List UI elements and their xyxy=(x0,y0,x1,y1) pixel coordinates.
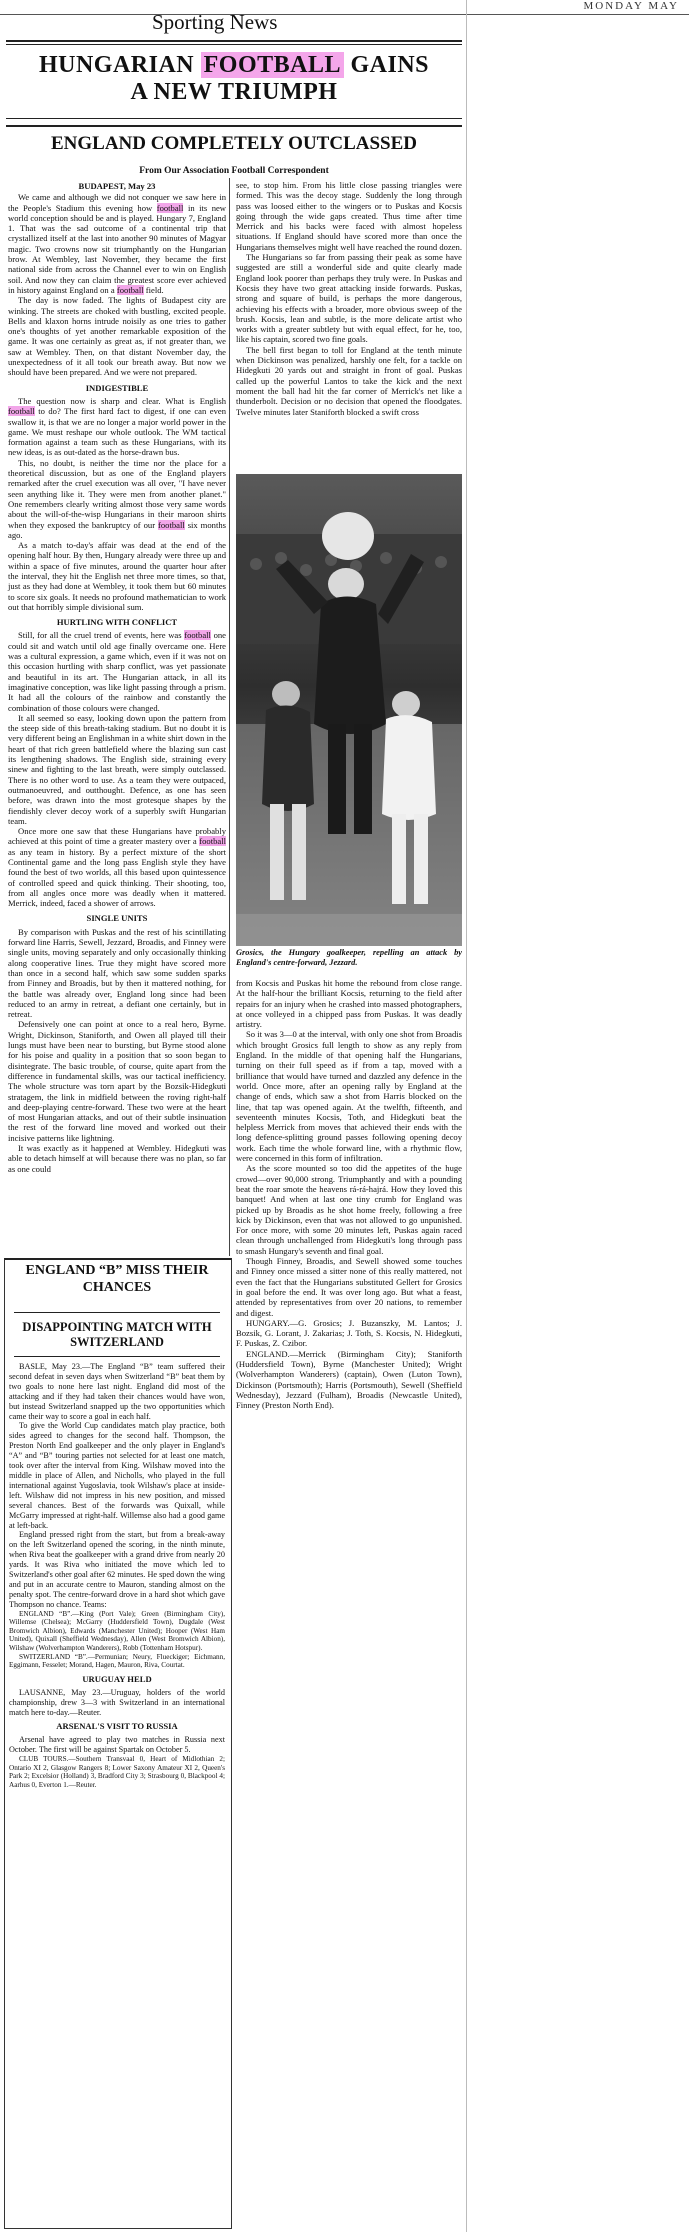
subhead-arsenal-russia: ARSENAL'S VISIT TO RUSSIA xyxy=(56,1721,178,1732)
dateline: BUDAPEST, May 23 xyxy=(78,181,156,191)
b-story-rule xyxy=(14,1312,220,1313)
header-rule-thin xyxy=(6,44,462,45)
page-right-rule xyxy=(466,0,467,2232)
b-story-subheadline: DISAPPOINTING MATCH WITH SWITZERLAND xyxy=(22,1320,212,1349)
paragraph-4: This, no doubt, is neither the time nor the place for a theoretical discussion, but as one of the England players remarked after the cruel execution was all over, "I have never seen anything like it. They were men from another planet." One remembers clearly writing almost those very same words about the will-of-the-wisp Hungarians in their maroon shirts when they exposed the bankruptcy of our football six months ago. xyxy=(8,457,226,540)
masthead-date: MONDAY MAY xyxy=(583,0,679,12)
headline-rule xyxy=(6,118,462,119)
paragraph-3: The question now is sharp and clear. What is English football to do? The first hard fact to digest, if one can even swallow it, is that we are no longer a major world power in the game. We must reshape our whole outlook. The WM tactical formation against a team such as these Hungarians, with its new ideas, is as out-dated as the horse-drawn bus. xyxy=(8,395,226,458)
team-hungary: HUNGARY.—G. Grosics; J. Buzanszky, M. Lantos; J. Bozsik, G. Lorant, J. Zakarias; J. Toth, S. Kocsis, N. Hidegkuti, F. Puskas, Z. Czibor. xyxy=(236,1317,462,1349)
highlight-football: football xyxy=(116,284,144,295)
headline-word-gains: GAINS xyxy=(350,52,430,78)
arsenal-paragraph: Arsenal have agreed to play two matches in Russia next October. The first will be against Spartak on October 5. xyxy=(9,1735,225,1755)
paragraph-c2-3: The bell first began to toll for England at the tenth minute when Dickinson was penalized, harshly one felt, for a tackle on Hidegkuti 20 yards out and straight in front of goal. Puskas called up the powerful Lantos to take the kick and the next moment the ball had hit the far corner of Merrick's net like a thunderbolt. Decision or no decision that opened the floodgates. Twelve minutes later Staniforth blocked a swift cross xyxy=(236,344,462,417)
paragraph-c2-2: The Hungarians so far from passing their peak as some have suggested are still a wonderful side and quite clearly made England look poorer than perhaps they truly were. In Puskas and Kocsis they have two great attacking inside forwards. Puskas, strong and square of build, is perhaps the more dangerous, achieving his effects with a broader, more obvious sweep of the brush. Kocsis, lean and subtle, is the more delicate artist who works with a greater subtlety but with equal effect, for he, too, like his captain, scored two fine goals. xyxy=(236,252,462,345)
byline: From Our Association Football Correspondent xyxy=(139,166,329,176)
b-story-rule-2 xyxy=(14,1356,220,1357)
subhead-single-units: SINGLE UNITS xyxy=(86,913,148,924)
paragraph-9: By comparison with Puskas and the rest of his scintillating forward line Harris, Sewell, Jezzard, Broadis, and Finney were single units, moving separately and only occasionally thinking along cooperative lines. True they might have scored more than once in a second half, which saw some sudden sparks from Finney and Broadis, but by then it mattered nothing, for the battle was already over, England long since had been reduced to an army in retreat, a defiant one certainly, but in retreat. xyxy=(8,926,226,1020)
article-column-2-bottom xyxy=(236,978,463,1411)
b-paragraph-2: To give the World Cup candidates match play practice, both sides agreed to changes for the second half. Thompson, the Preston North End goalkeeper and the only player in England's “A” and “B” touring parties not selected for at least one match, took over after the interval from King. Wilshaw moved into the middle in place of Allen, and Nicholls, who played in the full international against Yugoslavia, took Wilshaw's place at inside-left. Wilshaw did not impress in his new position, and missed several chances. Best of the forwards was Quixall, while McGarry impressed at right-half. Willemse also had a good game at left-back. xyxy=(9,1421,225,1530)
paragraph-8: Once more one saw that these Hungarians have probably achieved at this point of time a greater mastery over a football as any team in history. By a perfect mixture of the short Continental game and the long pass English style they have found the best of two worlds, all this based upon quintessence of controlled speed and quick thinking. Their shooting, too, from all angles once more was deadly when it mattered. Merrick, indeed, faced a shower of arrows. xyxy=(8,826,226,909)
sub-headline: ENGLAND COMPLETELY OUTCLASSED xyxy=(50,133,417,154)
team-switzerland-b: SWITZERLAND “B”.—Permunian; Neury, Flueckiger; Eichmann, Eggimann, Fesselet; Morand, Hagen, Mauron, Riva, Courtat. xyxy=(9,1652,225,1670)
section-label: Sporting News xyxy=(152,10,278,34)
subhead-uruguay: URUGUAY HELD xyxy=(82,1673,152,1684)
paragraph-7: It all seemed so easy, looking down upon the pattern from the steep side of this breath-taking stadium. But no doubt it is very different being an Englishman in a white shirt down in the heart of that rich green battlefield where the blazing sun cast its lengthening shadows. The English side, straining every sinew and fighting to the last breath, were simply outclassed. There is no other word to use. As a team they were outpaced, outmanoeuvred, and outthought. Defence, as one has seen before, was drawn into the most grotesque shapes by the fiendishly clever decoy work of a superbly swift Hungarian team. xyxy=(8,712,226,826)
subhead-hurtling: HURTLING WITH CONFLICT xyxy=(56,617,178,628)
column-rule xyxy=(229,178,230,1256)
photo-illustration xyxy=(236,474,462,946)
article-column-2-top xyxy=(236,180,462,472)
b-story-headline: ENGLAND “B” MISS THEIR CHANCES xyxy=(25,1263,209,1295)
club-tours: CLUB TOURS.—Southern Transvaal 0, Heart of Midlothian 2; Ontario XI 2, Glasgow Rangers 8; Lower Saxony Amateur XI 2, Queen's Park 2; Excelsior (Holland) 3, Bradford City 3; Strasbourg 0, Blackpool 4; Aarhus 0, Everton 1.—Reuter. xyxy=(9,1755,225,1789)
paragraph-2: The day is now faded. The lights of Budapest city are winking. The streets are choked with bustling, excited people. Bells and klaxon horns intrude noisily as one tries to gather one's thoughts of yet another remarkable exposition of the game. It was one certainly as great as, if not greater than, we saw at Wembley. Then, on that distant November day, the unexpectedness of it all took our breath away. But now we should have been prepared. And we were not prepared. xyxy=(8,295,226,378)
highlight-football: football xyxy=(158,519,185,530)
b-paragraph-3: England pressed right from the start, but from a break-away on the left Switzerland opened the scoring, in the ninth minute, when Riva beat the goalkeeper with a grand drive from nearly 20 yards. It was Riva who initiated the move which led to Switzerland's other goal after 62 minutes. He sped down the wing and put in an accurate centre to Mauron, standing almost on the penalty spot. The centre-forward drove in a hard shot which gave Thompson no chance. Teams: xyxy=(9,1530,225,1609)
uruguay-paragraph: LAUSANNE, May 23.—Uruguay, holders of the world championship, drew 3—3 with Switzerland in an international match here to-day.—Reuter. xyxy=(9,1687,225,1717)
article-column-1 xyxy=(8,180,226,1252)
team-england-b: ENGLAND “B”.—King (Port Vale); Green (Birmingham City), Willemse (Chelsea); McGarry (Huddersfield Town), Dugdale (West Bromwich Albion), Edwards (Manchester United); Hooper (West Ham United), Quixall (Sheffield Wednesday), Allen (West Bromwich Albion), Wilshaw (Wolverhampton Wanderers), Robb (Tottenham Hotspur). xyxy=(9,1609,225,1653)
paragraph-10: Defensively one can point at once to a real hero, Byrne. Wright, Dickinson, Staniforth, and Owen all played till their lungs must have been near to bursting, but Byrne stood alone for his poise and quality in a position that so soon began to disintegrate. The basic trouble, of course, quite apart from the difference in fundamental skills, was our tactical inefficiency. The whole structure was torn apart by the Bozsik-Hidegkuti stratagem, the link in midfield between the roving right-half and deep-playing centre-forward. These two were at the heart of most Hungarian attacks, and out of their subtle insinuation the rest of the forward line moved and worked out their incisive patterns like lightning. xyxy=(8,1019,226,1143)
paragraph-c2-6: As the score mounted so too did the appetites of the huge crowd—over 90,000 strong. Triumphantly and with a pounding beat the roar smote the heavens rá-rá-hajrá. How they loved this banquet! And when at last one tiny crumb for England was picked up by Broadis as he shot home freely, following a free kick by Dickinson, even that was not allowed to go unpunished. For once more, with some 20 minutes left, Puskas again raced clean through unchallenged from Hidegkuti's long through pass to smash Hungary's seventh and final goal. xyxy=(236,1163,462,1256)
highlight-football: football xyxy=(199,836,226,847)
paragraph-c2-1: see, to stop him. From his little close passing triangles were formed. This was the decoy stage. Suddenly the long through pass was loosed either to the wingers or to Puskas and Kocsis going through the wide gaps created. Thus time after time Merrick and his backs were faced with almost hopeless situations. If England should have scored more than once the Hungarians themselves might well have reached the round dozen. xyxy=(236,180,462,252)
paragraph-c2-4: from Kocsis and Puskas hit home the rebound from close range. At the half-hour the brilliant Kocsis, returning to the field after repairs for an injury when he crashed into massed photographers, at once volleyed in a chipped pass from Puskas. It was deadly artistry. xyxy=(236,978,462,1030)
match-photo xyxy=(236,474,462,946)
team-england: ENGLAND.—Merrick (Birmingham City); Staniforth (Huddersfield Town), Byrne (Manchester United); Wright (Wolverhampton Wanderers) (captain), Owen (Luton Town), Dickinson (Portsmouth); Harris (Portsmouth), Sewell (Sheffield Wednesday), Jezzard (Fulham), Broadis (Newcastle United), Finney (Preston North End). xyxy=(236,1348,462,1411)
headline-highlight-football: FOOTBALL xyxy=(201,52,344,78)
highlight-football: football xyxy=(8,406,35,417)
header-rule xyxy=(6,40,462,42)
main-headline xyxy=(6,52,462,106)
paragraph-6: Still, for all the cruel trend of events, here was football one could sit and watch until old age finally overcame one. Here was a cultural expression, a game which, even if it was not on this occasion hurtling with sharp conflict, was yet passionate and beautiful in its art. The Hungarian attack, in all its imaginative conception, was like light passing through a prism. It had all the colours of the rainbow and constantly the combination of those colours were changed. xyxy=(8,630,226,713)
b-story-text xyxy=(9,1362,225,2224)
subhead-indigestible: INDIGESTIBLE xyxy=(85,382,149,393)
paragraph-5: As a match to-day's affair was dead at the end of the opening half hour. By then, Hungary already were three up and within a space of five minutes, around the quarter hour after the interval, they hit the English net three more times, so that, just as they had done at Wembley, it took them but 60 minutes to score six goals. It needs no profound mathematician to work out that horribly simple divisional sum. xyxy=(8,540,226,612)
highlight-football: football xyxy=(184,630,211,641)
paragraph-11: It was exactly as it happened at Wembley. Hidegkuti was able to detach himself at will because there was no plan, so far as one could xyxy=(8,1143,226,1174)
headline-word-hungarian: HUNGARIAN xyxy=(38,52,195,78)
headline-line-2: A NEW TRIUMPH xyxy=(130,79,338,105)
paragraph-c2-7: Though Finney, Broadis, and Sewell showed some touches and Finney once missed a sitter none of this really mattered, not even the fact that the Hungarians substituted Gellert for Grosics in goal before the end. It was over long ago. But what a feast, attended by representatives from over 20 nations, to remember and digest. xyxy=(236,1256,462,1318)
b-paragraph-1: BASLE, May 23.—The England “B” team suffered their second defeat in seven days when Switzerland “B” beat them by two goals to none here last night. England did most of the attacking and if they had taken their chances would have won, but instead Switzerland snapped up the two opportunities which came their way to score a goal in each half. xyxy=(9,1362,225,1421)
masthead xyxy=(0,0,689,15)
photo-caption: Grosics, the Hungary goalkeeper, repelling an attack by England's centre-forward, Jezzard. xyxy=(236,948,462,967)
headline-rule-thick xyxy=(6,125,462,127)
highlight-football: football xyxy=(156,202,184,213)
paragraph-1: We came and although we did not conquer we saw here in the People's Stadium this evening how football in its new world conception should be and is played. Hungary 7, England 1. That was the sad outcome of a continental trip that crystallized itself at the last into another 90 minutes of Magyar magic. Two crowns now sit triumphantly on the Hungarian brow. At Wembley, last November, they became the first national side from across the Channel ever to win on English soil. And now they can claim the greatest score ever achieved in history against England on a football field. xyxy=(8,192,227,295)
paragraph-c2-5: So it was 3—0 at the interval, with only one shot from Broadis which brought Grosics full length to show as any reply from England. In the middle of that opening half the Hungarians, turning on their full speed as if from a tap, moved with a brilliance that would have turned and dazzled any defence in the world. Once more, after an opening rally by England at the change of ends, which saw a shot from Harris blocked on the line, that tap was opened again. At the twelfth, fifteenth, and seventeenth minutes Kocsis, Toth, and Hidegkuti beat the helpless Merrick from moves that achieved their ends with the long defence-splitting ground passes following opening decoy work. Each time the whole forward line, with a rhythmic flow, were concerned in this form of infiltration. xyxy=(236,1029,463,1164)
